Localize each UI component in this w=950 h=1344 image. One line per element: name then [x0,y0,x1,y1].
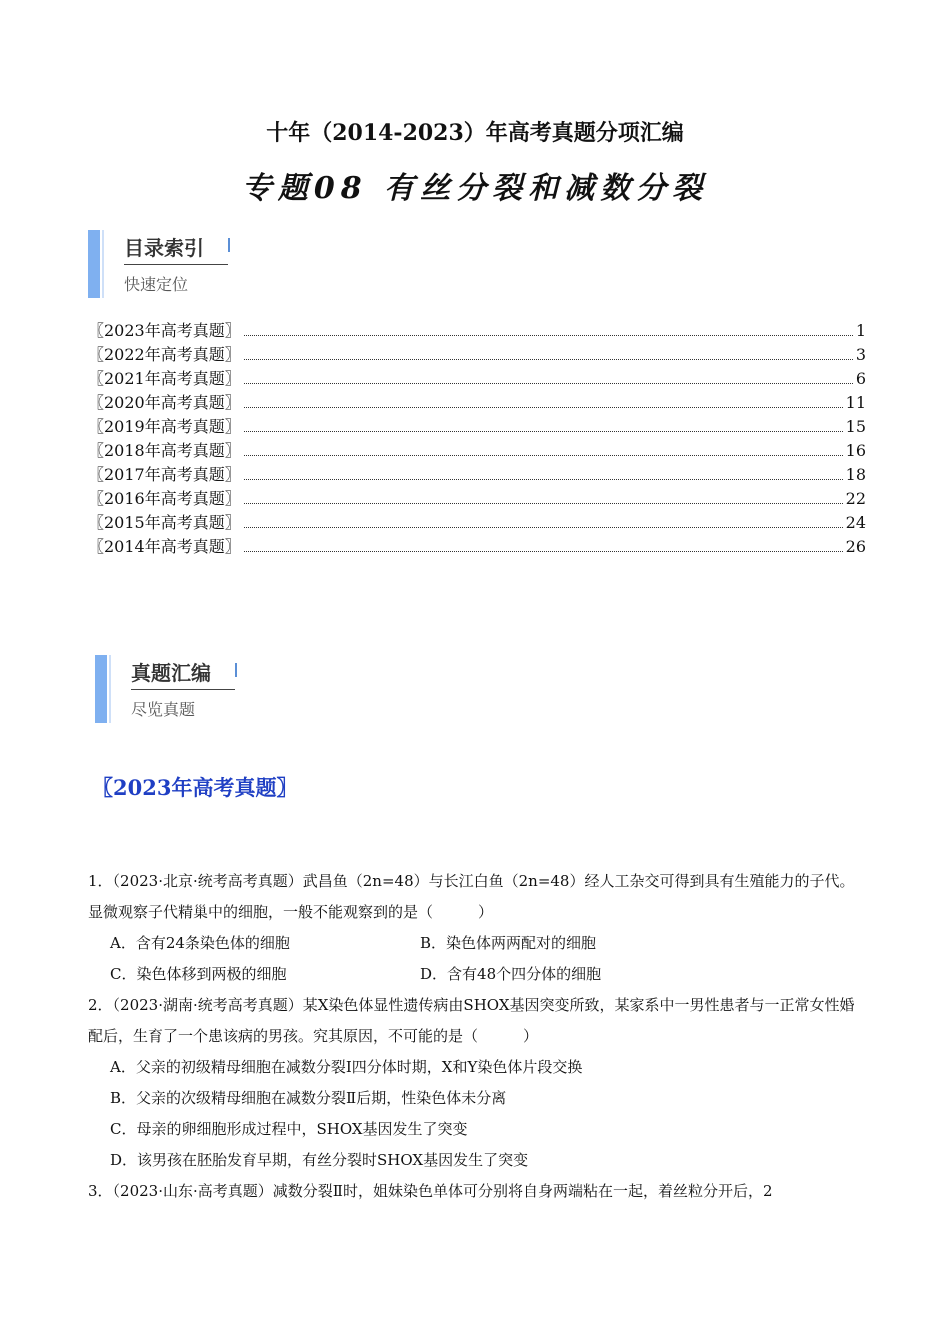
question-stem: 3．（2023·山东·高考真题）减数分裂Ⅱ时，姐妹染色单体可分别将自身两端粘在一起，着丝粒分开后，2 [88,1182,773,1200]
toc-entry-page: 3 [855,345,866,364]
toc-entry-label: 〖2022年高考真题〗 [88,345,241,364]
toc-entry[interactable] [88,462,866,486]
document-title: 十年（2014-2023）年高考真题分项汇编 [266,120,684,146]
toc-entry-label: 〖2023年高考真题〗 [88,321,241,340]
toc-entry-label: 〖2021年高考真题〗 [88,369,241,388]
toc-banner-sub: 快速定位 [124,275,189,294]
table-of-contents [88,318,866,558]
toc-dot-leader [244,503,843,504]
question-option: C．染色体移到两极的细胞 [110,965,287,983]
toc-entry[interactable] [88,342,866,366]
toc-entry[interactable] [88,510,866,534]
toc-entry-label: 〖2014年高考真题〗 [88,537,241,556]
question-list [88,866,866,1207]
toc-entry-label: 〖2017年高考真题〗 [88,465,241,484]
toc-entry-page: 1 [855,321,866,340]
question-option: D．该男孩在胚胎发育早期，有丝分裂时SHOX基因发生了突变 [110,1151,529,1169]
toc-banner-heading: 目录索引 [124,236,204,260]
question-option: A．含有24条染色体的细胞 [110,934,290,952]
toc-entry[interactable] [88,438,866,462]
toc-dot-leader [244,407,843,408]
toc-dot-leader [244,551,843,552]
question [88,1176,866,1207]
toc-entry-label: 〖2016年高考真题〗 [88,489,241,508]
question-option: D．含有48个四分体的细胞 [420,965,602,983]
toc-entry-page: 22 [845,489,866,508]
banner-bar-light [109,655,111,723]
toc-entry-label: 〖2020年高考真题〗 [88,393,241,412]
toc-entry-page: 15 [845,417,866,436]
toc-dot-leader [244,527,843,528]
banner-bar [88,230,100,298]
banner-bar [95,655,107,723]
toc-dot-leader [244,431,843,432]
toc-entry-page: 26 [845,537,866,556]
toc-entry-label: 〖2015年高考真题〗 [88,513,241,532]
question-option: B．染色体两两配对的细胞 [420,934,597,952]
toc-banner [88,230,288,302]
toc-entry-page: 18 [845,465,866,484]
question-option: A．父亲的初级精母细胞在减数分裂I四分体时期，X和Y染色体片段交换 [110,1058,583,1076]
toc-dot-leader [244,335,853,336]
toc-entry[interactable] [88,414,866,438]
toc-entry[interactable] [88,534,866,558]
banner-bar-light [102,230,104,298]
toc-entry-page: 6 [855,369,866,388]
banner-rule [124,264,228,265]
content-banner-heading: 真题汇编 [131,661,211,685]
document-subtitle: 专题08 有丝分裂和减数分裂 [241,171,709,206]
toc-entry-label: 〖2018年高考真题〗 [88,441,241,460]
toc-entry-label: 〖2019年高考真题〗 [88,417,241,436]
banner-tick [235,663,237,677]
toc-entry-page: 11 [845,393,866,412]
toc-entry-page: 24 [845,513,866,532]
banner-tick [228,238,230,252]
toc-entry[interactable] [88,366,866,390]
toc-entry[interactable] [88,486,866,510]
banner-rule [131,689,235,690]
section-title: 〖2023年高考真题〗 [92,775,298,800]
content-banner-sub: 尽览真题 [131,700,196,719]
question-stem: 2．（2023·湖南·统考高考真题）某X染色体显性遗传病由SHOX基因突变所致，某家系中一男性患者与一正常女性婚配后，生育了一个患该病的男孩。究其原因，不可能的是（ ） [88,996,855,1045]
toc-dot-leader [244,383,853,384]
question [88,866,866,990]
toc-entry-page: 16 [845,441,866,460]
question-stem: 1．（2023·北京·统考高考真题）武昌鱼（2n=48）与长江白鱼（2n=48）经人工杂交可得到具有生殖能力的子代。显微观察子代精巢中的细胞，一般不能观察到的是（ ） [88,872,855,921]
toc-entry[interactable] [88,318,866,342]
toc-entry[interactable] [88,390,866,414]
content-banner [95,655,295,727]
toc-dot-leader [244,479,843,480]
question [88,990,866,1176]
question-option: C．母亲的卵细胞形成过程中，SHOX基因发生了突变 [110,1120,468,1138]
toc-dot-leader [244,359,853,360]
toc-dot-leader [244,455,843,456]
question-option: B．父亲的次级精母细胞在减数分裂Ⅱ后期，性染色体未分离 [110,1089,507,1107]
